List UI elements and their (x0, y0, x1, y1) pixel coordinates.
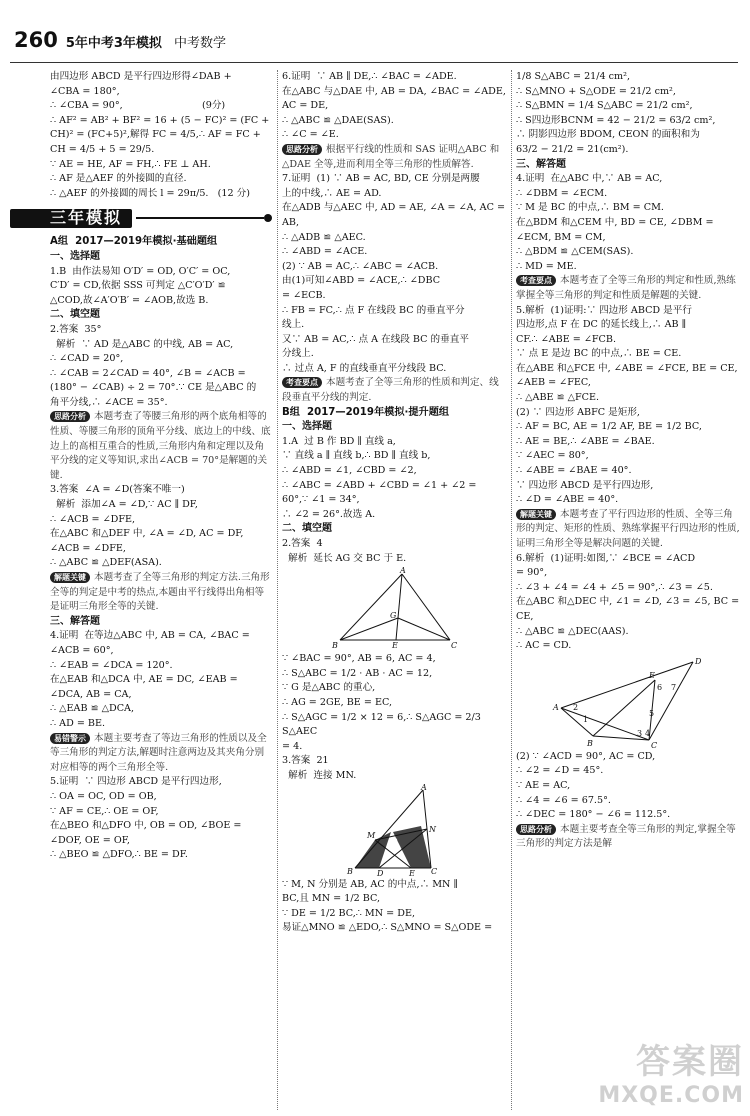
answer-block (516, 304, 740, 508)
svg-text:E: E (409, 868, 415, 878)
section-banner (10, 205, 272, 231)
text-line: 由四边形 ABCD 是平行四边形得∠DAB + (50, 71, 232, 82)
text-line: ∴ ∠D = ∠ABE = 40°. (516, 494, 619, 506)
text-line: CH)² = (FC+5)²,解得 FC = 4/5,∴ AF = FC + (50, 129, 261, 141)
svg-text:3: 3 (637, 728, 643, 738)
answer-block (50, 775, 272, 863)
answer-block (516, 552, 743, 654)
text-line: 解析 添加∠A = ∠D,∵ AC ∥ DF, (50, 499, 198, 511)
answer-block (50, 483, 272, 571)
text-line: ∴ AD = BE. (50, 717, 106, 729)
text-line: 易证△MNO ≌ △EDO,∴ S△MNO = S△ODE = (282, 922, 493, 934)
text-line: ∴ S四边形BCNM = 42 − 21/2 = 63/2 cm², (516, 114, 716, 126)
text-line: 6.证明 ∵ AB ∥ DE,∴ ∠BAC = ∠ADE. (282, 71, 457, 82)
text-line: ∴ S△MNO + S△ODE = 21/2 cm², (516, 85, 676, 97)
svg-text:B: B (347, 866, 353, 876)
group-heading: B组 2017—2019年模拟·提升题组 (282, 406, 450, 418)
text-line: = 90°, (516, 567, 548, 579)
text-line: ∴ △ABC ≌ △DEC(AAS). (516, 625, 629, 637)
svg-text:O: O (391, 836, 398, 846)
tip-block (516, 823, 740, 852)
answer-block (282, 435, 508, 523)
text-line: ∵ 四边形 ABCD 是平行四边形, (516, 479, 654, 491)
text-line: ∴ △EAB ≌ △DCA, (50, 703, 135, 715)
text-line: ∴ △AEF 的外接圆的周长 l = 29π/5. (12 分) (50, 187, 250, 199)
text-line: ∴ AF² = AB² + BF² = 16 + (5 − FC)² = (FC + (50, 114, 270, 126)
svg-text:B: B (332, 641, 338, 651)
tip-text: 根据平行线的性质和 SAS 证明△ABC 和△DAE 全等,进而利用全等三角形的性质解答. (282, 143, 500, 170)
text-line: 7.证明 (1) ∵ AB = AC, BD, CE 分别是两腰 (282, 173, 480, 185)
tip-tag: 思路分析 (50, 411, 90, 422)
tip-text: 本题考查了全等三角形的判定方法.三角形全等的判定是中考的热点,本题由平行线得出角相等是证明三角形全等的关键. (50, 572, 270, 613)
text-line: ∴ ∠2 = ∠D = 45°. (516, 765, 604, 777)
text-line: ∴ AF = BC, AE = 1/2 AF, BE = 1/2 BC, (516, 421, 702, 433)
tip-text: 本题考查了等腰三角形的两个底角相等的性质、等腰三角形的顶角平分线、底边上的中线、底边上的高相互重合的性质,三角形内角和定理以及角平分线的定义等知识,求出∠ACB = 70°是解题的关键. (50, 411, 271, 481)
text-line: ∴ S△ABC = 1/2 · AB · AC = 12, (282, 667, 433, 679)
text-line: 6.解析 (1)证明:如图,∵ ∠BCE = ∠ACD (516, 552, 696, 564)
svg-text:A: A (553, 702, 559, 712)
tip-tag: 思路分析 (516, 824, 556, 835)
tip-block (516, 508, 740, 552)
tip-block (282, 376, 508, 405)
text-line: CH = 4/5 + 5 = 29/5. (50, 143, 155, 155)
answer-block (50, 629, 272, 731)
text-line: 60°,∵ ∠1 = 34°, (282, 494, 360, 506)
svg-text:1: 1 (583, 714, 589, 724)
text-line: ∵ AE = AC, (516, 779, 571, 791)
page-header (14, 28, 226, 58)
text-line: 1.A 过 B 作 BD ∥ 直线 a, (282, 435, 396, 447)
column-right (516, 70, 743, 1110)
tip-tag: 易错警示 (50, 733, 90, 744)
shaded-quadrilateral-figure (335, 782, 455, 878)
tip-text: 本题主要考查全等三角形的判定,掌握全等三角形的判定方法是解 (516, 823, 736, 850)
answer-block (282, 172, 508, 376)
text-line: ∴ ∠EAB = ∠DCA = 120°. (50, 659, 173, 671)
text-line: 由(1)可知∠ABD = ∠ACE,∴ ∠DBC (282, 275, 441, 287)
text-line: 1/8 S△ABC = 21/4 cm², (516, 71, 631, 82)
header-rule (10, 62, 738, 63)
text-line: ∴ △ABE ≌ △FCE. (516, 392, 600, 404)
svg-text:G: G (390, 611, 397, 621)
svg-text:D: D (377, 868, 384, 878)
text-line: 角平分线,∴ ∠ACE = 35°. (50, 396, 168, 408)
svg-text:A: A (400, 566, 406, 576)
tip-block (50, 732, 272, 776)
svg-text:7: 7 (671, 682, 677, 692)
text-line: ∴ △ADB ≌ △AEC. (282, 231, 366, 243)
text-line: ∴ FB = FC,∴ 点 F 在线段 BC 的垂直平分 (282, 304, 465, 316)
text-line: (180° − ∠CAB) ÷ 2 = 70°.∵ CE 是△ABC 的 (50, 382, 257, 394)
text-line: ∴ 过点 A, F 的直线垂直平分线段 BC. (282, 362, 447, 374)
text-line: = 4. (282, 740, 303, 752)
triangle-centroid-figure (330, 568, 460, 650)
svg-text:D: D (695, 656, 702, 666)
svg-text:M: M (367, 830, 376, 840)
text-line: ∵ G 是△ABC 的重心, (282, 682, 376, 694)
text-line: 又∵ AB = AC,∴ 点 A 在线段 BC 的垂直平 (282, 333, 469, 345)
answer-block (282, 70, 508, 143)
tip-tag: 思路分析 (282, 144, 322, 155)
tip-block (282, 143, 508, 172)
section-heading: 三、解答题 (516, 158, 566, 170)
text-line: (2) ∵ ∠ACD = 90°, AC = CD, (516, 750, 656, 762)
text-line: = ∠ECB. (282, 289, 326, 301)
answer-block (282, 537, 508, 566)
text-line: 解析 延长 AG 交 BC 于 E. (282, 552, 407, 564)
text-line: ∴ ∠2 = 26°.故选 A. (282, 508, 376, 520)
section-heading: 一、选择题 (282, 421, 332, 433)
text-line: 在△EAB 和△DCA 中, AE = DC, ∠EAB = ∠DCA, AB = CA, (50, 674, 241, 700)
text-line: ∴ AE = BE,∴ ∠ABE = ∠BAE. (516, 435, 655, 447)
solution-block (50, 70, 272, 201)
text-line: ∵ M, N 分别是 AB, AC 的中点,∴ MN ∥ (282, 878, 458, 890)
text-line: ∴ S△BMN = 1/4 S△ABC = 21/2 cm², (516, 100, 693, 112)
answer-block (516, 750, 740, 823)
text-line: 在△BDM 和△CEM 中, BD = CE, ∠DBM = ∠ECM, BM = CM, (516, 216, 717, 243)
text-line: ∴ ∠ABE = ∠BAE = 40°. (516, 465, 632, 477)
answer-block (50, 323, 272, 411)
svg-text:6: 6 (657, 682, 663, 692)
text-line: ∴ ∠DEC = 180° − ∠6 = 112.5°. (516, 809, 671, 821)
text-line: BC,且 MN = 1/2 BC, (282, 893, 381, 905)
text-line: ∠ACB = 60°, (50, 644, 114, 656)
text-line: 在△ABC 和△DEC 中, ∠1 = ∠D, ∠3 = ∠5, BC = CE, (516, 596, 743, 622)
text-line: 在△BEO 和△DFO 中, OB = OD, ∠BOE = ∠DOF, OE = OF, (50, 820, 245, 846)
tip-tag: 解题关键 (516, 509, 556, 520)
text-line: ∴ ∠ABC = ∠ABD + ∠CBD = ∠1 + ∠2 = (282, 479, 477, 491)
tip-text: 本题主要考查了等边三角形的性质以及全等三角形的判定方法,解题时注意两边及其夹角分别对应相等的两个三角形全等. (50, 732, 267, 773)
text-line: ∵ ∠BAC = 90°, AB = 6, AC = 4, (282, 653, 436, 665)
text-line: ∴ AG = 2GE, BE = EC, (282, 696, 392, 708)
column-divider (277, 70, 278, 1110)
text-line: 在△ADB 与△AEC 中, AD = AE, ∠A = ∠A, AC = AB, (282, 202, 509, 228)
text-line: ∴ △BEO ≌ △DFO,∴ BE = DF. (50, 849, 188, 861)
tip-block (50, 410, 272, 483)
text-line: ∵ M 是 BC 的中点,∴ BM = CM. (516, 202, 664, 214)
banner-dot (264, 214, 272, 222)
svg-text:5: 5 (649, 708, 655, 718)
text-line: 四边形,点 F 在 DC 的延长线上,∴ AB ∥ (516, 319, 687, 331)
page-number: 260 (14, 28, 58, 52)
text-line: (2) ∵ AB = AC,∴ ∠ABC = ∠ACB. (282, 260, 439, 272)
tip-text: 本题考查了全等三角形的判定和性质,熟练掌握全等三角形的判定和性质是解题的关键. (516, 275, 736, 301)
svg-text:C: C (451, 641, 458, 651)
column-left (50, 70, 272, 1110)
text-line: ∠CBA = 180°, (50, 85, 120, 97)
text-line: ∵ 点 E 是边 BC 的中点,∴ BE = CE. (516, 348, 682, 360)
text-line: ∴ ∠C = ∠E. (282, 129, 339, 141)
text-line: 3.答案 21 (282, 755, 329, 767)
text-line: ∵ AF = CE,∴ OE = OF, (50, 805, 159, 817)
text-line: ∴ OA = OC, OD = OB, (50, 790, 157, 802)
section-heading: 三、解答题 (50, 615, 100, 627)
text-line: ∴ △ABC ≌ △DAE(SAS). (282, 114, 394, 126)
svg-text:E: E (649, 670, 655, 680)
svg-text:N: N (429, 824, 436, 834)
text-line: ∵ AE = HE, AF = FH,∴ FE ⊥ AH. (50, 158, 211, 170)
text-line: 解析 ∵ AD 是△ABC 的中线, AB = AC, (50, 338, 234, 350)
group-heading: A组 2017—2019年模拟·基础题组 (50, 236, 218, 248)
text-line: ∴ ∠CAB = 2∠CAD = 40°, ∠B = ∠ACB = (50, 367, 246, 379)
text-line: ∴ ∠CAD = 20°, (50, 353, 124, 365)
text-line: ∴ ∠ACB = ∠DFE, (50, 513, 136, 525)
text-line: 在△ABC 和△DEF 中, ∠A = ∠D, AC = DF, ∠ACB = ∠DFE, (50, 528, 247, 554)
text-line: 在△ABE 和△FCE 中, ∠ABE = ∠FCE, BE = CE, ∠AEB = ∠FEC, (516, 362, 741, 389)
answer-block (50, 265, 272, 309)
svg-text:B: B (587, 738, 593, 748)
text-line: 分线上. (282, 348, 314, 360)
text-line: CF.∴ ∠ABE = ∠FCB. (516, 333, 616, 345)
text-line: 解析 连接 MN. (282, 769, 357, 781)
text-line: ∴ ∠DBM = ∠ECM. (516, 187, 608, 199)
text-line: 2.答案 35° (50, 323, 102, 335)
text-line: (2) ∵ 四边形 ABFC 是矩形, (516, 406, 640, 418)
answer-block (282, 652, 508, 754)
text-line: ∴ MD = ME. (516, 260, 577, 272)
section-heading: 二、填空题 (50, 309, 100, 321)
svg-text:E: E (392, 641, 398, 651)
text-line: ∴ AF 是△AEF 的外接圆的直径. (50, 173, 187, 185)
text-line: 上的中线,∴ AE = AD. (282, 187, 382, 199)
svg-text:C: C (431, 866, 438, 876)
text-line: 63/2 − 21/2 = 21(cm²). (516, 143, 629, 155)
section-heading: 一、选择题 (50, 250, 100, 262)
answer-block (282, 754, 508, 783)
text-line: 3.答案 ∠A = ∠D(答案不唯一) (50, 484, 185, 496)
tip-block (50, 571, 272, 615)
text-line: ∴ 阴影四边形 BDOM, CEON 的面积和为 (516, 129, 700, 141)
text-line: ∵ 直线 a ∥ 直线 b,∴ BD ∥ 直线 b, (282, 450, 431, 462)
text-line: ∴ △ABC ≌ △DEF(ASA). (50, 557, 162, 569)
text-line: C′D′ = CD,依据 SSS 可判定 △C′O′D′ ≌ (50, 280, 226, 292)
tip-tag: 解题关键 (50, 572, 90, 583)
banner-title: 三年模拟 (10, 209, 132, 228)
column-divider (511, 70, 512, 1110)
column-middle (282, 70, 508, 1110)
text-line: ∴ ∠4 = ∠6 = 67.5°. (516, 794, 611, 806)
quadrilateral-figure (553, 656, 703, 748)
answer-block (282, 878, 508, 936)
text-line: 5.解析 (1)证明:∵ 四边形 ABCD 是平行 (516, 304, 692, 316)
text-line: ∴ ∠3 + ∠4 = ∠4 + ∠5 = 90°,∴ ∠3 = ∠5. (516, 581, 713, 593)
book-title: 5年中考3年模拟 (65, 36, 162, 51)
svg-text:4: 4 (645, 728, 651, 738)
text-line: ∴ ∠CBA = 90°, (9分) (50, 100, 226, 112)
subject-label: 中考数学 (173, 36, 226, 51)
tip-text: 本题考查了全等三角形的性质和判定、线段垂直平分线的判定. (282, 377, 499, 404)
text-line: ∴ ∠ABD = ∠1, ∠CBD = ∠2, (282, 465, 417, 477)
text-line: ∵ DE = 1/2 BC,∴ MN = DE, (282, 907, 416, 919)
text-line: ∴ ∠ABD = ∠ACE. (282, 246, 368, 258)
text-line: 2.答案 4 (282, 538, 323, 549)
svg-text:A: A (421, 782, 427, 792)
text-line: ∴ S△AGC = 1/2 × 12 = 6,∴ S△AGC = 2/3 S△AEC (282, 711, 484, 738)
text-line: 4.证明 在等边△ABC 中, AB = CA, ∠BAC = (50, 630, 250, 642)
svg-text:C: C (651, 740, 658, 750)
answer-block (516, 172, 740, 274)
text-line: 在△ABC 与△DAE 中, AB = DA, ∠BAC = ∠ADE, AC = DE, (282, 85, 509, 112)
text-line: ∵ ∠AEC = 80°, (516, 450, 589, 462)
banner-line (136, 217, 264, 219)
text-line: 1.B 由作法易知 O′D′ = OD, O′C′ = OC, (50, 265, 231, 277)
tip-tag: 考查要点 (516, 275, 556, 286)
text-line: ∴ △BDM ≌ △CEM(SAS). (516, 246, 634, 258)
watermark-en: MXQE.COM (598, 1083, 744, 1108)
svg-text:2: 2 (573, 702, 579, 712)
text-line: ∴ AC = CD. (516, 640, 572, 652)
text-line: 5.证明 ∵ 四边形 ABCD 是平行四边形, (50, 776, 222, 788)
text-line: 线上. (282, 319, 305, 331)
text-line: 4.证明 在△ABC 中,∵ AB = AC, (516, 173, 663, 185)
tip-block (516, 274, 740, 303)
tip-text: 本题考查了平行四边形的性质、全等三角形的判定、矩形的性质、熟练掌握平行四边形的性质,证明三角形全等是解决问题的关键. (516, 508, 740, 549)
section-heading: 二、填空题 (282, 523, 332, 535)
answer-block (516, 70, 740, 158)
tip-tag: 考查要点 (282, 377, 322, 388)
text-line: △COD,故∠A′O′B′ = ∠AOB,故选 B. (50, 294, 209, 306)
watermark (598, 1034, 744, 1108)
watermark-cn: 答案圈 (636, 1042, 744, 1082)
